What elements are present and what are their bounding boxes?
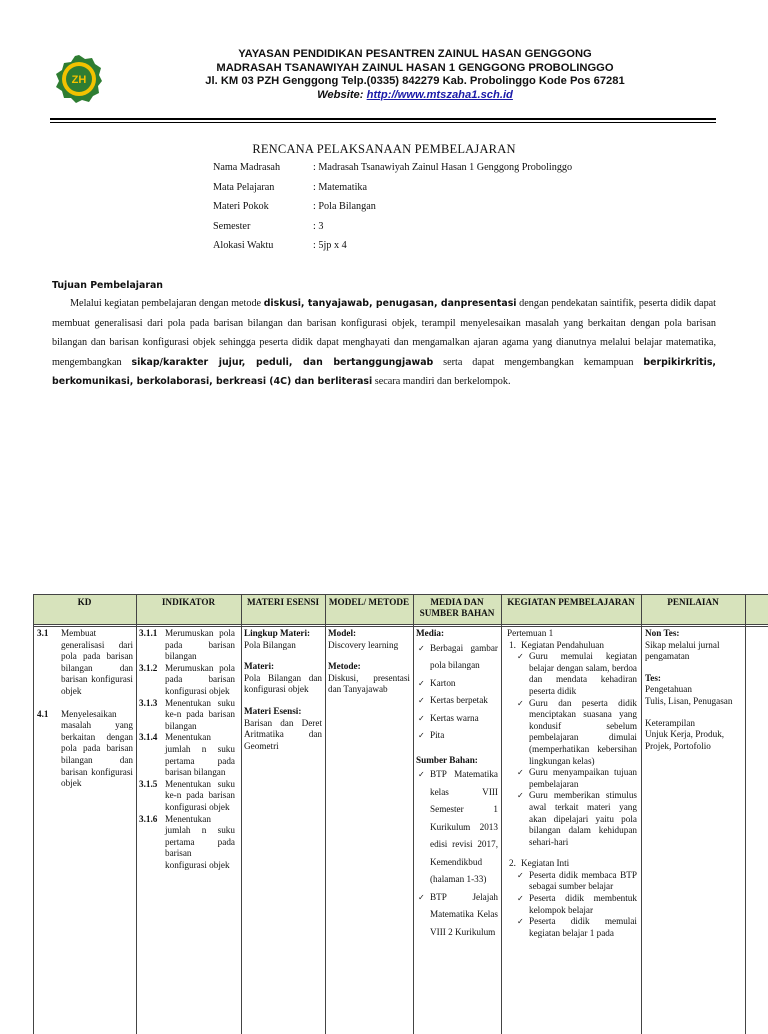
logo-lettering: ZH — [71, 74, 87, 86]
letterhead-line-1: YAYASAN PENDIDIKAN PESANTREN ZAINUL HASAN GENGGONG — [238, 48, 592, 60]
materi-label: Lingkup Materi: — [244, 628, 311, 638]
indikator-number: 3.1.2 — [139, 662, 158, 673]
col-border — [745, 594, 746, 1034]
lesson-plan-table — [33, 594, 768, 1034]
header-kd: KD — [77, 597, 92, 607]
website-label: Website: — [317, 88, 367, 101]
indikator-number: 3.1.1 — [139, 628, 158, 638]
goal-text: Melalui kegiatan pembelajaran dengan metode — [70, 298, 264, 309]
media-item: ✓ Kertas warna — [416, 710, 498, 728]
letterhead-text — [150, 48, 680, 102]
document-title: RENCANA PELAKSANAAN PEMBELAJARAN — [252, 142, 516, 156]
penilaian-label: Keterampilan — [645, 717, 695, 728]
sumber-label: Sumber Bahan: — [416, 754, 478, 765]
indikator-item — [139, 628, 235, 663]
identity-key: Alokasi Waktu — [213, 240, 274, 251]
letterhead-rule-thin — [50, 122, 716, 123]
kegiatan-item: ✓ Guru memulai kegiatan belajar dengan salam, berdoa dan mendata kehadiran peserta didik — [507, 651, 637, 697]
penilaian-value: Tulis, Lisan, Penugasan — [645, 695, 733, 706]
letterhead — [0, 48, 768, 108]
goal-heading: Tujuan Pembelajaran — [52, 280, 163, 291]
media-item: ✓ Kertas berpetak — [416, 692, 498, 710]
table-header-border — [33, 624, 768, 625]
kegiatan-item: ✓ Guru dan peserta didik menciptakan suasana yang kondusif sebelum pembelajaran dimulai (memperhatikan kebersihan lingkungan kelas) — [507, 698, 637, 768]
section-title: Kegiatan Pendahuluan — [521, 639, 604, 650]
materi-label: Materi: — [244, 661, 275, 672]
goal-text: dengan pendekatan saintifik, peserta didik dapat membuat generalisasi dari pola pada barisan bilangan dan barisan konfigurasi objek, terampil menyelesaikan masalah yang berkaitan dengan pola barisan bilangan dan barisan konfigurasi objek sehingga peserta didik dapat menghayati dan mengamalkan ajaran agama yang dianutnya melalui belajar matematika, mengembangkan — [52, 298, 717, 368]
kd-item — [35, 628, 133, 698]
identity-key: Semester — [213, 220, 251, 232]
sumber-item: ✓ BTP Matematika kelas VIII Semester 1 Kurikulum 2013 edisi revisi 2017, Kemendikbud (halaman 1-33) — [416, 766, 498, 889]
letterhead-rule — [50, 118, 716, 120]
header-model: MODEL/ METODE — [328, 597, 410, 607]
kd-text: Menyelesaikan masalah yang berkaitan dengan pola pada barisan bilangan dan barisan konfigurasi objek — [61, 708, 133, 789]
indikator-text: Menentukan suku ke-n pada barisan bilangan — [165, 697, 235, 731]
indikator-item — [139, 698, 235, 733]
letterhead-line-3: Jl. KM 03 PZH Genggong Telp.(0335) 842279 Kab. Probolinggo Kode Pos 67281 — [205, 75, 625, 87]
goal-text: serta dapat mengembangkan kemampuan — [433, 356, 644, 368]
kd-text: Membuat generalisasi dari pola pada barisan bilangan dan barisan konfigurasi objek — [61, 628, 133, 696]
indikator-number: 3.1.4 — [139, 732, 158, 743]
identity-value: : 5jp x 4 — [313, 240, 347, 251]
letterhead-line-2: MADRASAH TSANAWIYAH ZAINUL HASAN 1 GENGGONG PROBOLINGGO — [216, 61, 614, 74]
penilaian-value: Pengetahuan — [645, 684, 692, 695]
materi-value: Pola Bilangan — [244, 639, 296, 650]
identity-key: Nama Madrasah — [213, 162, 281, 173]
goal-text: secara mandiri dan berkelompok. — [372, 376, 511, 387]
kd-number: 4.1 — [37, 708, 49, 719]
indikator-text: Menentukan suku ke-n pada barisan konfigurasi objek — [165, 778, 235, 812]
kd-number: 3.1 — [37, 628, 49, 638]
media-label: Media: — [416, 628, 445, 638]
identity-value: : Madrasah Tsanawiyah Zainul Hasan 1 Genggong Probolinggo — [313, 162, 573, 173]
letterhead-website — [150, 89, 680, 103]
indikator-number: 3.1.6 — [139, 813, 158, 824]
sumber-item: ✓ BTP Jelajah Matematika Kelas VIII 2 Kurikulum — [416, 889, 498, 942]
materi-value: Pola Bilangan dan konfigurasi objek — [244, 672, 322, 695]
identity-value: : Pola Bilangan — [313, 201, 376, 212]
section-title: Kegiatan Inti — [521, 858, 570, 869]
identity-value: : Matematika — [313, 181, 368, 193]
metode-label: Metode: — [328, 661, 361, 672]
indikator-text: Menentukan jumlah n suku pertama pada barisan konfigurasi objek — [165, 813, 235, 870]
identity-key: Materi Pokok — [213, 201, 269, 212]
media-item: ✓ Karton — [416, 675, 498, 693]
header-penilaian: PENILAIAN — [667, 597, 719, 607]
col-border — [33, 594, 34, 1034]
kegiatan-column — [507, 628, 637, 939]
kegiatan-section — [507, 640, 637, 652]
kd-item — [35, 709, 133, 790]
kegiatan-item: ✓ Peserta didik membentuk kelompok belajar — [507, 893, 637, 916]
indikator-text: Merumuskan pola pada barisan konfigurasi objek — [165, 662, 235, 696]
kegiatan-item: ✓ Guru menyampaikan tujuan pembelajaran — [507, 767, 637, 790]
table-header-border-2 — [33, 626, 768, 627]
col-border — [136, 594, 137, 1034]
indikator-text: Merumuskan pola pada barisan bilangan — [165, 628, 235, 662]
meeting-label: Pertemuan 1 — [507, 628, 554, 638]
col-border — [325, 594, 326, 1034]
col-border — [501, 594, 502, 1034]
penilaian-label: Tes: — [645, 672, 661, 683]
penilaian-value: Unjuk Kerja, Produk, Projek, Portofolio — [645, 729, 725, 751]
metode-value: Diskusi, presentasi dan Tanyajawab — [328, 672, 410, 695]
kd-column — [35, 628, 133, 801]
penilaian-value: Sikap melalui jurnal pengamatan — [645, 639, 720, 662]
kegiatan-item: ✓ Peserta didik membaca BTP sebagai sumber belajar — [507, 870, 637, 893]
identity-key: Mata Pelajaran — [213, 181, 275, 193]
model-label: Model: — [328, 628, 357, 638]
model-value: Discovery learning — [328, 639, 399, 650]
section-number: 1. — [509, 639, 516, 650]
header-indikator: INDIKATOR — [161, 597, 216, 607]
indikator-column — [139, 628, 235, 871]
col-border — [413, 594, 414, 1034]
indikator-text: Menentukan jumlah n suku pertama pada barisan bilangan — [165, 732, 235, 778]
penilaian-label: Non Tes: — [645, 628, 680, 638]
media-column — [416, 628, 498, 941]
header-media: MEDIA DAN SUMBER BAHAN — [419, 597, 495, 618]
materi-label: Materi Esensi: — [244, 705, 302, 716]
school-logo — [54, 54, 104, 104]
goal-emphasis: berpikirkritis, berkomunikasi, berkolaborasi, berkreasi (4C) dan berliterasi — [52, 356, 716, 387]
indikator-item — [139, 779, 235, 814]
header-kegiatan: KEGIATAN PEMBELAJARAN — [507, 597, 635, 607]
goal-emphasis: diskusi, tanyajawab, penugasan, danpresentasi — [263, 298, 517, 309]
indikator-item — [139, 814, 235, 872]
col-border — [641, 594, 642, 1034]
penilaian-column — [645, 628, 741, 752]
model-column — [328, 628, 410, 696]
col-border — [241, 594, 242, 1034]
website-link[interactable]: http://www.mtszaha1.sch.id — [366, 88, 513, 101]
materi-column — [244, 628, 322, 752]
header-materi: MATERI ESENSI — [246, 597, 320, 607]
table-border-top — [33, 594, 768, 595]
goal-paragraph — [52, 294, 716, 392]
identity-value: : 3 — [313, 220, 324, 232]
indikator-number: 3.1.3 — [139, 697, 158, 708]
indikator-item — [139, 663, 235, 698]
goal-emphasis: sikap/karakter jujur, peduli, dan bertanggungjawab — [131, 356, 434, 368]
indikator-number: 3.1.5 — [139, 778, 158, 789]
kegiatan-item: ✓ Peserta didik memulai kegiatan belajar 1 pada — [507, 916, 637, 939]
kegiatan-item: ✓ Guru memberikan stimulus awal terkait materi yang akan dipelajari yaitu pola bilangan dalam kehidupan sehari-hari — [507, 790, 637, 848]
kegiatan-section — [507, 858, 637, 870]
media-item: ✓ Pita — [416, 727, 498, 745]
section-number: 2. — [509, 858, 516, 869]
materi-value: Barisan dan Deret Aritmatika dan Geometri — [244, 717, 322, 751]
media-item: ✓ Berbagai gambar pola bilangan — [416, 640, 498, 675]
indikator-item — [139, 732, 235, 778]
